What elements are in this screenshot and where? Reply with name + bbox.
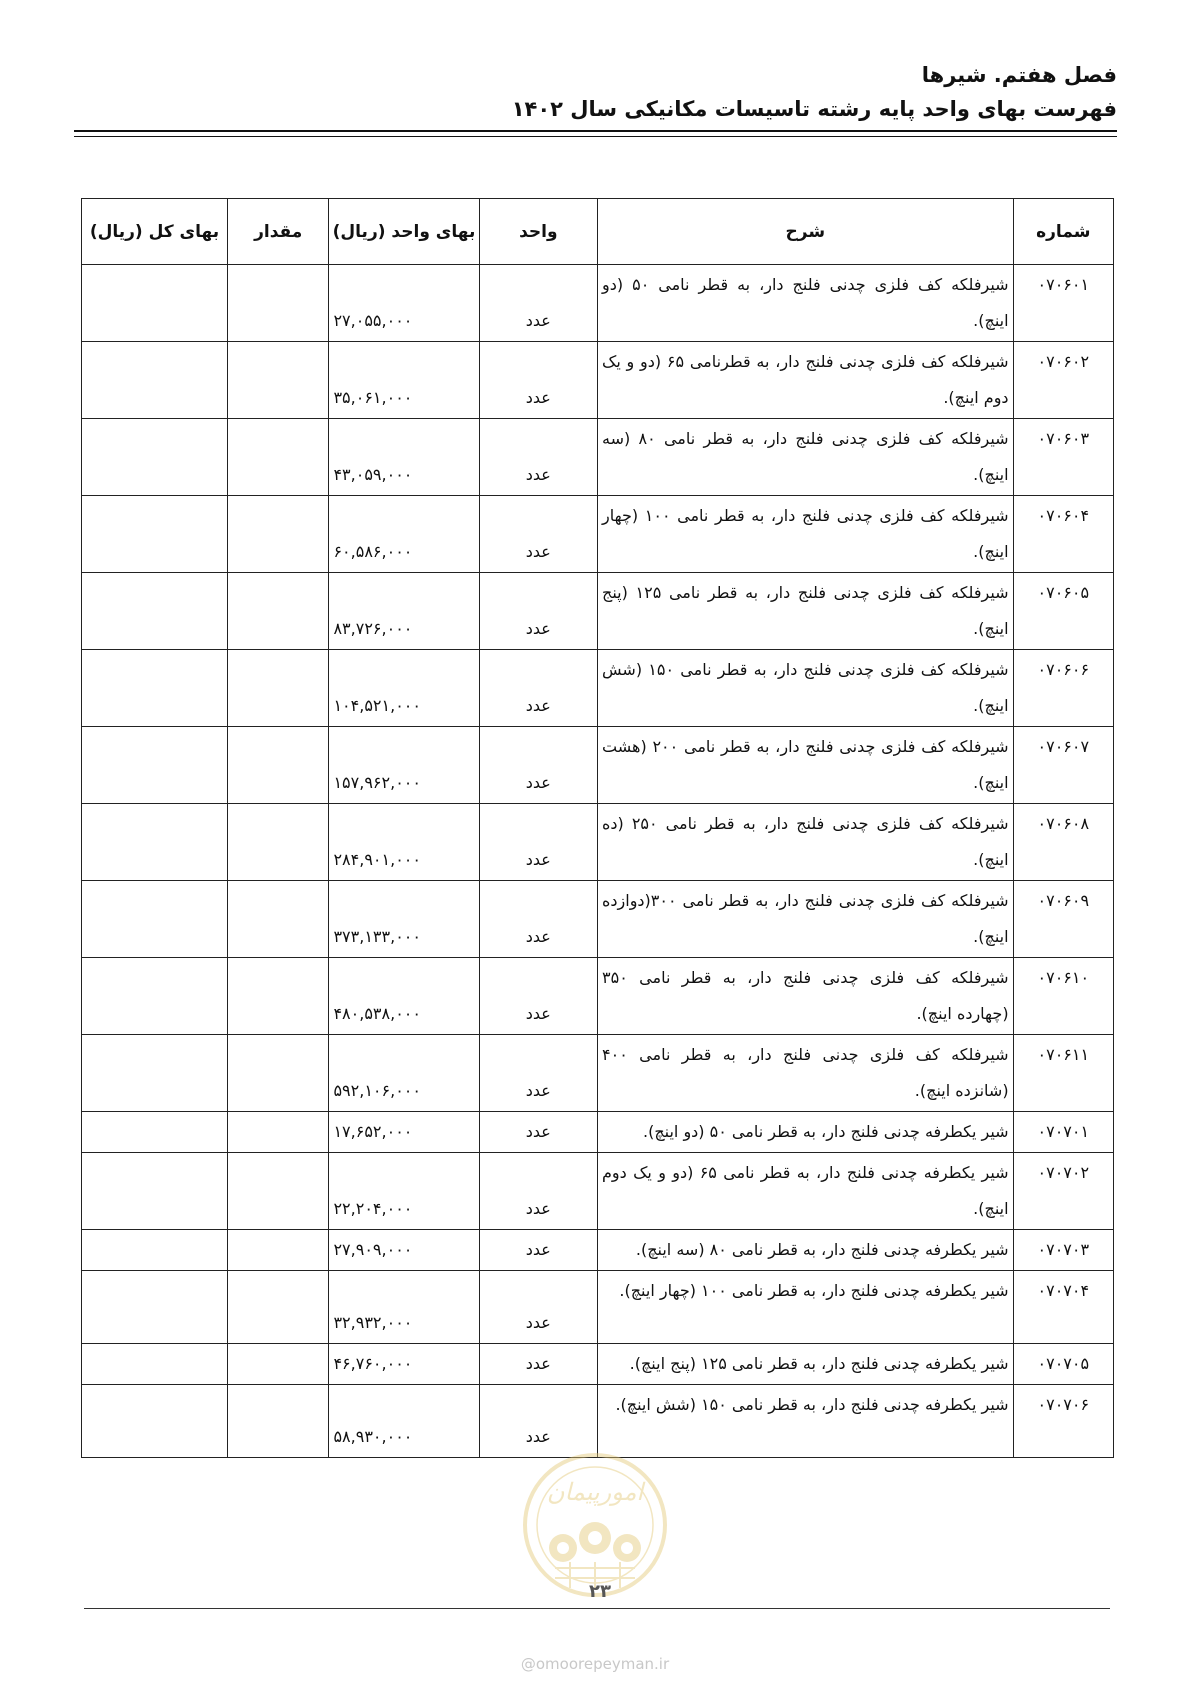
page-number: ۲۳ [589,1581,611,1602]
header-description: شرح [598,199,1014,265]
item-code: ۰۷۰۶۰۹ [1013,881,1113,958]
item-unit: عدد [479,265,597,342]
header-unit: واحد [479,199,597,265]
chapter-title: فصل هفتم. شیرها [921,63,1117,87]
item-unit-price: ۳۲,۹۳۲,۰۰۰ [329,1271,479,1344]
item-total-price [82,1271,228,1344]
item-description: شیر یکطرفه چدنی فلنج دار، به قطر نامی ۸۰ (سه اینچ). [598,1230,1014,1271]
item-unit-price: ۴۶,۷۶۰,۰۰۰ [329,1344,479,1385]
item-total-price [82,1035,228,1112]
item-code: ۰۷۰۷۰۴ [1013,1271,1113,1344]
item-unit-price: ۲۷,۹۰۹,۰۰۰ [329,1230,479,1271]
item-quantity [227,881,329,958]
item-unit-price: ۴۳,۰۵۹,۰۰۰ [329,419,479,496]
watermark-text: امورپیمان [546,1478,644,1506]
item-code: ۰۷۰۶۰۵ [1013,573,1113,650]
item-quantity [227,1112,329,1153]
item-quantity [227,650,329,727]
item-code: ۰۷۰۷۰۳ [1013,1230,1113,1271]
item-total-price [82,1112,228,1153]
item-unit: عدد [479,650,597,727]
table-header-row [82,199,1114,265]
item-description: شیرفلکه کف فلزی چدنی فلنج دار، به قطر نامی ۲۰۰ (هشت اینچ). [598,727,1014,804]
item-unit: عدد [479,727,597,804]
page-header [67,58,1117,126]
table-row [82,265,1114,342]
item-unit: عدد [479,496,597,573]
item-unit: عدد [479,958,597,1035]
table-row [82,419,1114,496]
item-quantity [227,1344,329,1385]
table-row [82,1035,1114,1112]
header-quantity: مقدار [227,199,329,265]
document-subtitle: فهرست بهای واحد پایه رشته تاسیسات مکانیکی سال ۱۴۰۲ [511,97,1117,121]
item-quantity [227,1230,329,1271]
item-description: شیرفلکه کف فلزی چدنی فلنج دار، به قطر نامی ۵۰ (دو اینچ). [598,265,1014,342]
item-code: ۰۷۰۷۰۵ [1013,1344,1113,1385]
item-unit-price: ۳۷۳,۱۳۳,۰۰۰ [329,881,479,958]
item-total-price [82,727,228,804]
item-quantity [227,958,329,1035]
item-description: شیرفلکه کف فلزی چدنی فلنج دار، به قطر نامی ۱۲۵ (پنج اینچ). [598,573,1014,650]
table-row [82,1344,1114,1385]
item-total-price [82,1153,228,1230]
item-description: شیرفلکه کف فلزی چدنی فلنج دار، به قطر نامی ۳۵۰ (چهارده اینچ). [598,958,1014,1035]
item-unit: عدد [479,342,597,419]
item-total-price [82,650,228,727]
table-row [82,650,1114,727]
item-description: شیرفلکه کف فلزی چدنی فلنج دار، به قطر نامی ۲۵۰ (ده اینچ). [598,804,1014,881]
item-unit-price: ۵۹۲,۱۰۶,۰۰۰ [329,1035,479,1112]
header-rule-thick [74,130,1117,132]
site-tag: @omoorepeyman.ir [520,1655,670,1673]
item-unit-price: ۱۷,۶۵۲,۰۰۰ [329,1112,479,1153]
item-quantity [227,727,329,804]
item-quantity [227,1385,329,1458]
item-total-price [82,342,228,419]
item-unit-price: ۲۲,۲۰۴,۰۰۰ [329,1153,479,1230]
item-unit-price: ۲۷,۰۵۵,۰۰۰ [329,265,479,342]
table-body [82,265,1114,1458]
header-total-price: بهای کل (ریال) [82,199,228,265]
item-quantity [227,342,329,419]
item-unit: عدد [479,1035,597,1112]
item-total-price [82,1230,228,1271]
item-code: ۰۷۰۶۰۱ [1013,265,1113,342]
table-row [82,342,1114,419]
item-total-price [82,1385,228,1458]
item-total-price [82,419,228,496]
table-row [82,496,1114,573]
header-code: شماره [1013,199,1113,265]
item-total-price [82,265,228,342]
item-description: شیرفلکه کف فلزی چدنی فلنج دار، به قطر نامی ۱۵۰ (شش اینچ). [598,650,1014,727]
item-unit: عدد [479,1153,597,1230]
item-unit: عدد [479,1344,597,1385]
item-description: شیرفلکه کف فلزی چدنی فلنج دار، به قطر نامی ۸۰ (سه اینچ). [598,419,1014,496]
table-row [82,958,1114,1035]
item-total-price [82,496,228,573]
item-total-price [82,804,228,881]
footer-rule [84,1608,1110,1609]
item-quantity [227,573,329,650]
item-unit: عدد [479,1271,597,1344]
table-row [82,727,1114,804]
item-code: ۰۷۰۶۰۶ [1013,650,1113,727]
item-description: شیرفلکه کف فلزی چدنی فلنج دار، به قطرنامی ۶۵ (دو و یک دوم اینچ). [598,342,1014,419]
table-row [82,1271,1114,1344]
item-code: ۰۷۰۶۰۸ [1013,804,1113,881]
item-quantity [227,1271,329,1344]
table-row [82,573,1114,650]
item-unit-price: ۸۳,۷۲۶,۰۰۰ [329,573,479,650]
item-description: شیر یکطرفه چدنی فلنج دار، به قطر نامی ۱۰۰ (چهار اینچ). [598,1271,1014,1344]
header-unit-price: بهای واحد (ریال) [329,199,479,265]
item-code: ۰۷۰۶۰۲ [1013,342,1113,419]
item-description: شیر یکطرفه چدنی فلنج دار، به قطر نامی ۵۰ (دو اینچ). [598,1112,1014,1153]
item-total-price [82,881,228,958]
item-quantity [227,1153,329,1230]
item-quantity [227,419,329,496]
table-row [82,1230,1114,1271]
header-rule-thin [74,136,1117,137]
item-description: شیر یکطرفه چدنی فلنج دار، به قطر نامی ۱۲۵ (پنج اینچ). [598,1344,1014,1385]
item-code: ۰۷۰۷۰۱ [1013,1112,1113,1153]
item-total-price [82,573,228,650]
item-unit-price: ۵۸,۹۳۰,۰۰۰ [329,1385,479,1458]
price-list-table [81,198,1114,1458]
item-total-price [82,1344,228,1385]
item-code: ۰۷۰۷۰۲ [1013,1153,1113,1230]
item-code: ۰۷۰۷۰۶ [1013,1385,1113,1458]
item-description: شیرفلکه کف فلزی چدنی فلنج دار، به قطر نامی ۴۰۰ (شانزده اینچ). [598,1035,1014,1112]
item-code: ۰۷۰۶۱۰ [1013,958,1113,1035]
item-unit-price: ۱۵۷,۹۶۲,۰۰۰ [329,727,479,804]
item-description: شیر یکطرفه چدنی فلنج دار، به قطر نامی ۶۵ (دو و یک دوم اینچ). [598,1153,1014,1230]
item-quantity [227,496,329,573]
item-description: شیر یکطرفه چدنی فلنج دار، به قطر نامی ۱۵۰ (شش اینچ). [598,1385,1014,1458]
item-code: ۰۷۰۶۰۷ [1013,727,1113,804]
item-unit: عدد [479,1230,597,1271]
item-unit: عدد [479,419,597,496]
item-description: شیرفلکه کف فلزی چدنی فلنج دار، به قطر نامی ۳۰۰(دوازده اینچ). [598,881,1014,958]
item-description: شیرفلکه کف فلزی چدنی فلنج دار، به قطر نامی ۱۰۰ (چهار اینچ). [598,496,1014,573]
table-row [82,804,1114,881]
item-unit: عدد [479,1385,597,1458]
table-row [82,1153,1114,1230]
table-row [82,881,1114,958]
item-unit-price: ۱۰۴,۵۲۱,۰۰۰ [329,650,479,727]
table-row [82,1112,1114,1153]
item-quantity [227,265,329,342]
item-unit: عدد [479,573,597,650]
item-unit-price: ۴۸۰,۵۳۸,۰۰۰ [329,958,479,1035]
item-quantity [227,804,329,881]
item-unit: عدد [479,881,597,958]
item-unit-price: ۳۵,۰۶۱,۰۰۰ [329,342,479,419]
watermark-logo [500,1430,690,1605]
item-unit: عدد [479,1112,597,1153]
item-total-price [82,958,228,1035]
item-unit-price: ۶۰,۵۸۶,۰۰۰ [329,496,479,573]
item-quantity [227,1035,329,1112]
item-unit: عدد [479,804,597,881]
item-code: ۰۷۰۶۰۳ [1013,419,1113,496]
item-unit-price: ۲۸۴,۹۰۱,۰۰۰ [329,804,479,881]
item-code: ۰۷۰۶۱۱ [1013,1035,1113,1112]
item-code: ۰۷۰۶۰۴ [1013,496,1113,573]
